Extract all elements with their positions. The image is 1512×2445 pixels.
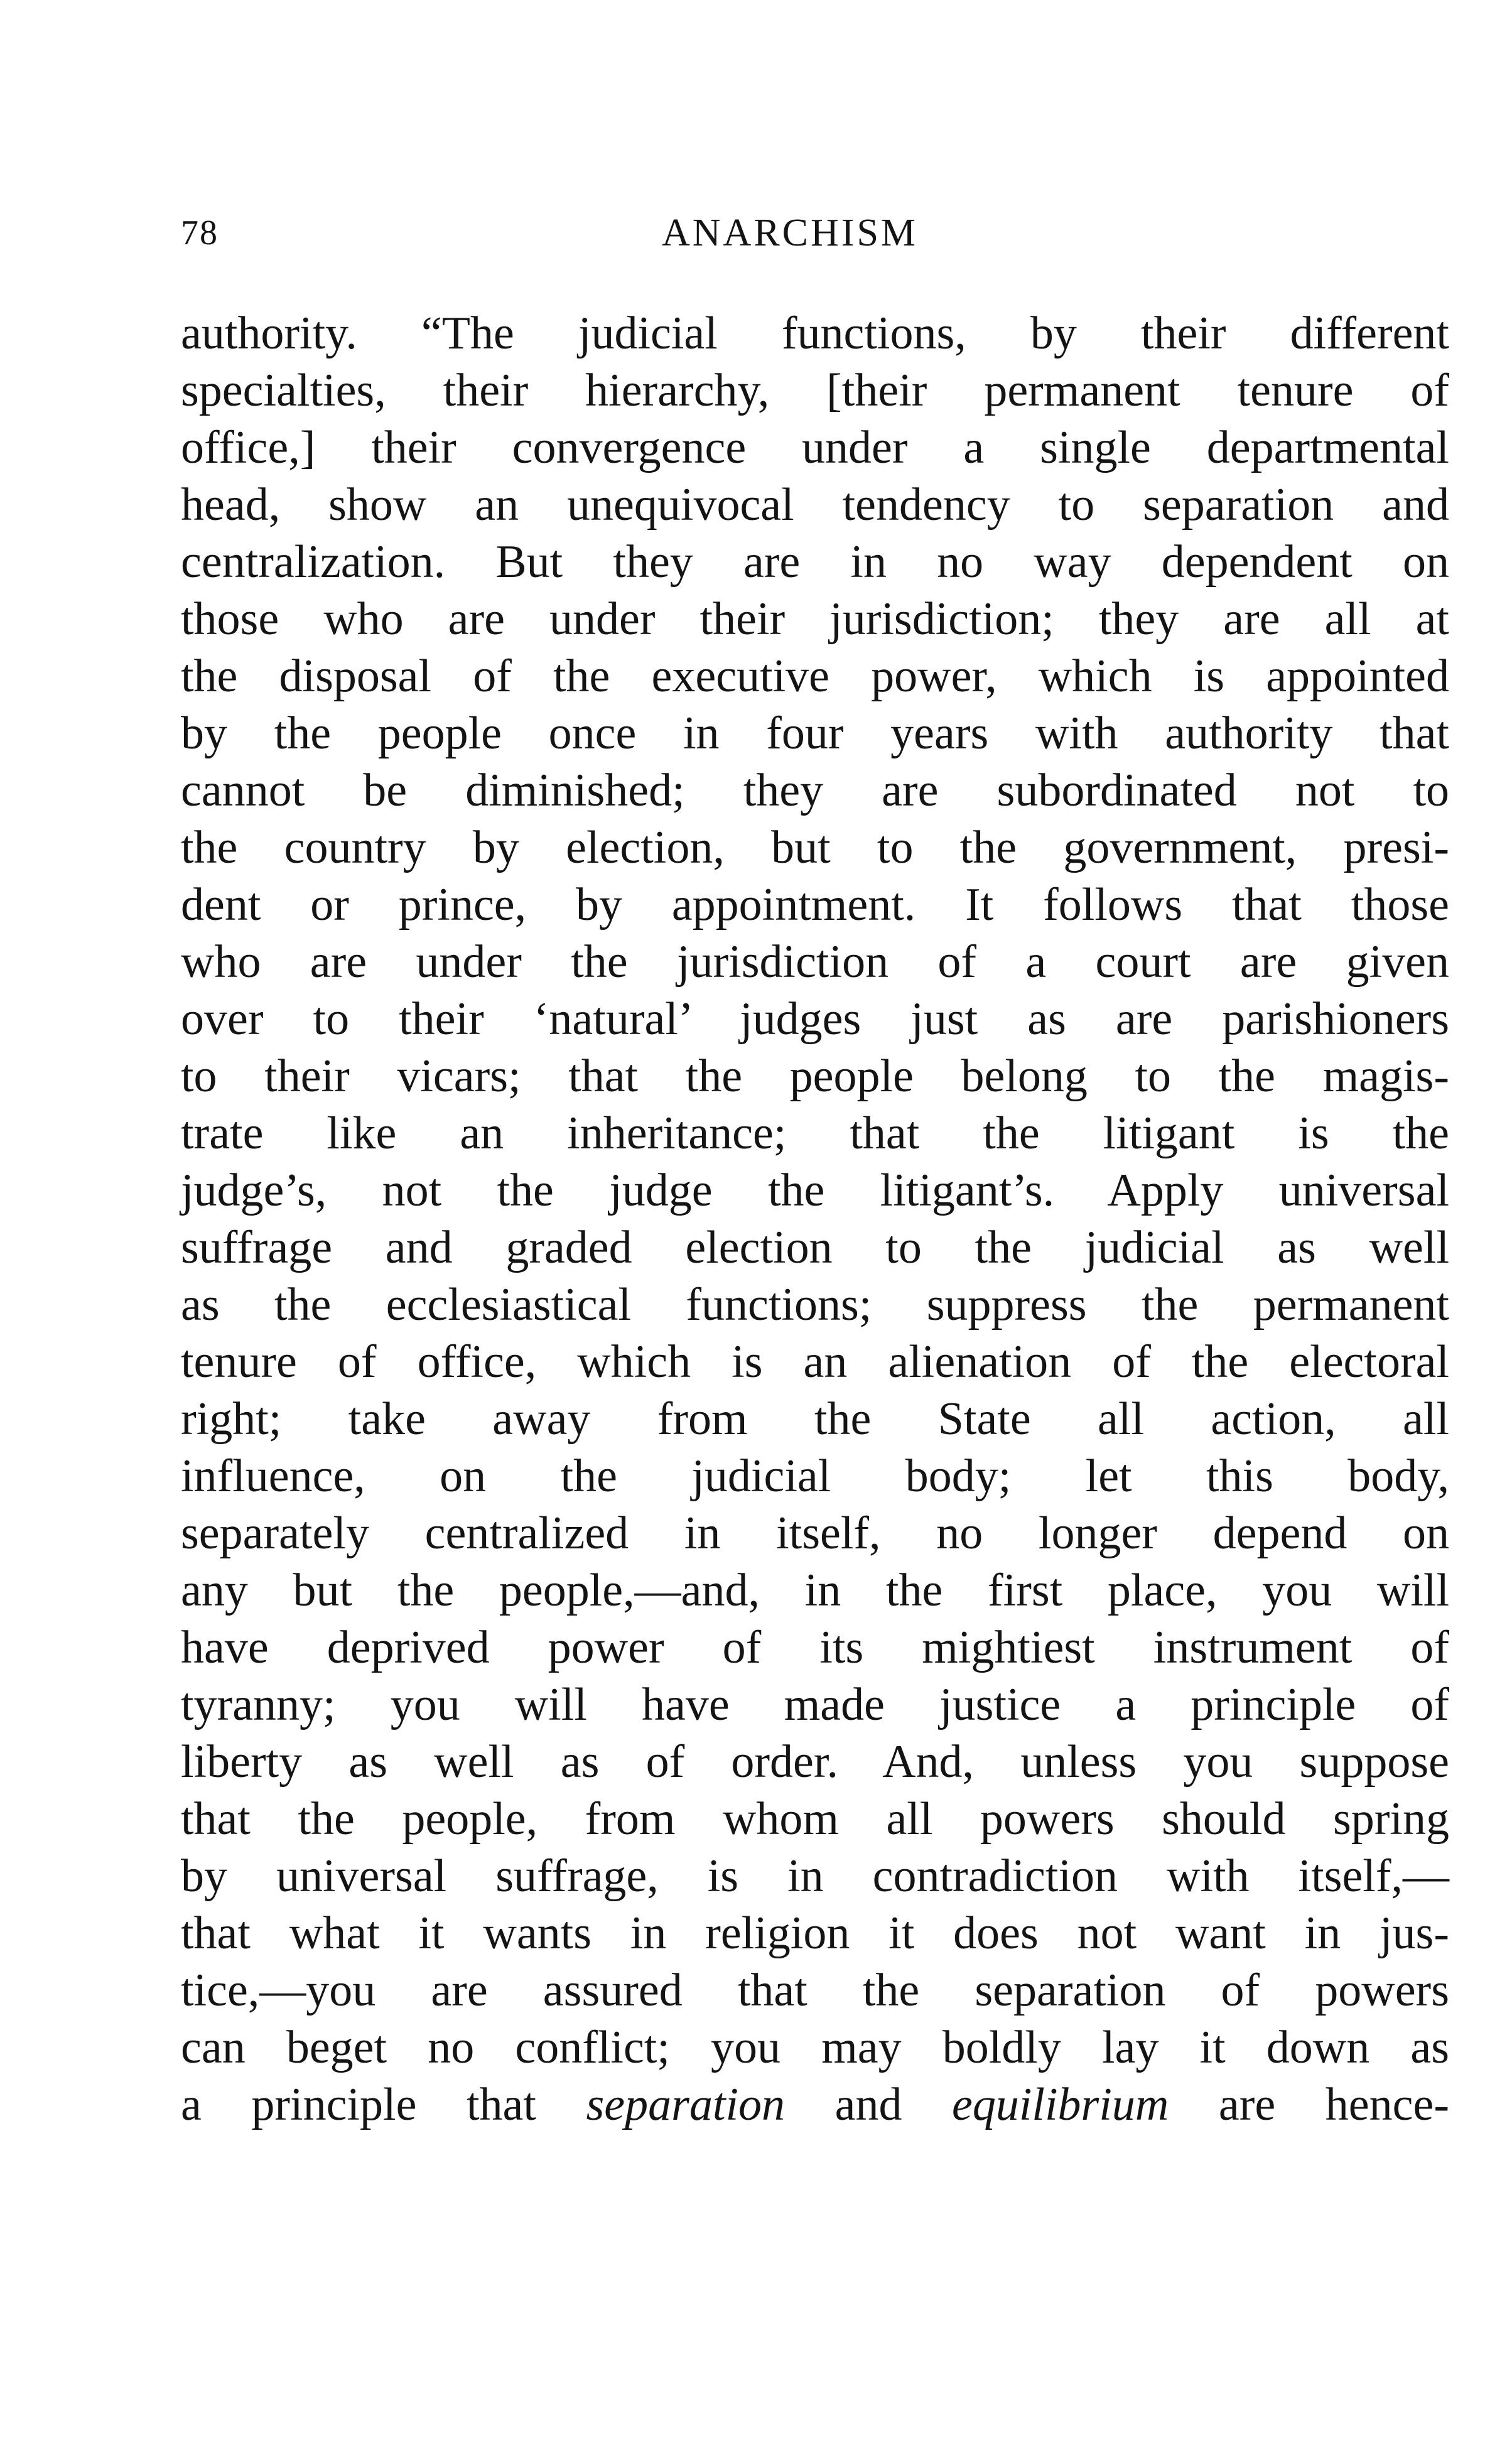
text-segment: are hence- (1169, 2079, 1449, 2130)
text-line: specialties, their hierarchy, [their permanent tenure of (181, 365, 1449, 416)
text-line: judge’s, not the judge the litigant’s. Apply universal (181, 1165, 1449, 1216)
text-line: over to their ‘natural’ judges just as are parishioners (181, 993, 1449, 1045)
text-line: tyranny; you will have made justice a principle of (181, 1679, 1449, 1730)
text-line: centralization. But they are in no way dependent on (181, 536, 1449, 588)
text-line: can beget no conflict; you may boldly lay it down as (181, 2022, 1449, 2073)
text-line: that what it wants in religion it does not want in jus- (181, 1908, 1449, 1959)
body-text (181, 305, 1449, 2134)
text-line: by the people once in four years with authority that (181, 708, 1449, 759)
text-line: suffrage and graded election to the judicial as well (181, 1222, 1449, 1273)
text-line: head, show an unequivocal tendency to separation and (181, 479, 1449, 531)
italic-term-equilibrium: equilibrium (952, 2079, 1169, 2130)
text-line: to their vicars; that the people belong to the magis- (181, 1050, 1449, 1102)
text-line: that the people, from whom all powers should spring (181, 1793, 1449, 1845)
text-line: cannot be diminished; they are subordinated not to (181, 765, 1449, 816)
italic-term-separation: separation (586, 2079, 786, 2130)
text-line: the disposal of the executive power, which is appointed (181, 650, 1449, 702)
text-line: liberty as well as of order. And, unless you suppose (181, 1736, 1449, 1788)
page-number: 78 (181, 213, 219, 252)
text-line: have deprived power of its mightiest instrument of (181, 1622, 1449, 1673)
text-line: any but the people,—and, in the first place, you will (181, 1565, 1449, 1616)
text-line: separately centralized in itself, no longer depend on (181, 1508, 1449, 1559)
running-title: ANARCHISM (662, 212, 919, 254)
text-line: by universal suffrage, is in contradiction with itself,— (181, 1850, 1449, 1902)
text-line: those who are under their jurisdiction; they are all at (181, 593, 1449, 645)
text-line: who are under the jurisdiction of a court are given (181, 936, 1449, 988)
text-line: trate like an inheritance; that the litigant is the (181, 1108, 1449, 1159)
text-line: office,] their convergence under a single departmental (181, 422, 1449, 473)
text-line: right; take away from the State all action, all (181, 1393, 1449, 1445)
text-line: tenure of office, which is an alienation of the electoral (181, 1336, 1449, 1388)
text-line-last (181, 2076, 1449, 2134)
text-segment: a principle that (181, 2079, 586, 2130)
text-line: authority. “The judicial functions, by their different (181, 308, 1449, 359)
page-header (181, 205, 1437, 261)
text-line: dent or prince, by appointment. It follows that those (181, 879, 1449, 931)
text-line: as the ecclesiastical functions; suppress the permanent (181, 1279, 1449, 1330)
text-line: the country by election, but to the government, presi- (181, 822, 1449, 873)
text-segment: and (785, 2079, 953, 2130)
text-line: influence, on the judicial body; let this body, (181, 1450, 1449, 1502)
text-line: tice,—you are assured that the separation of powers (181, 1965, 1449, 2016)
